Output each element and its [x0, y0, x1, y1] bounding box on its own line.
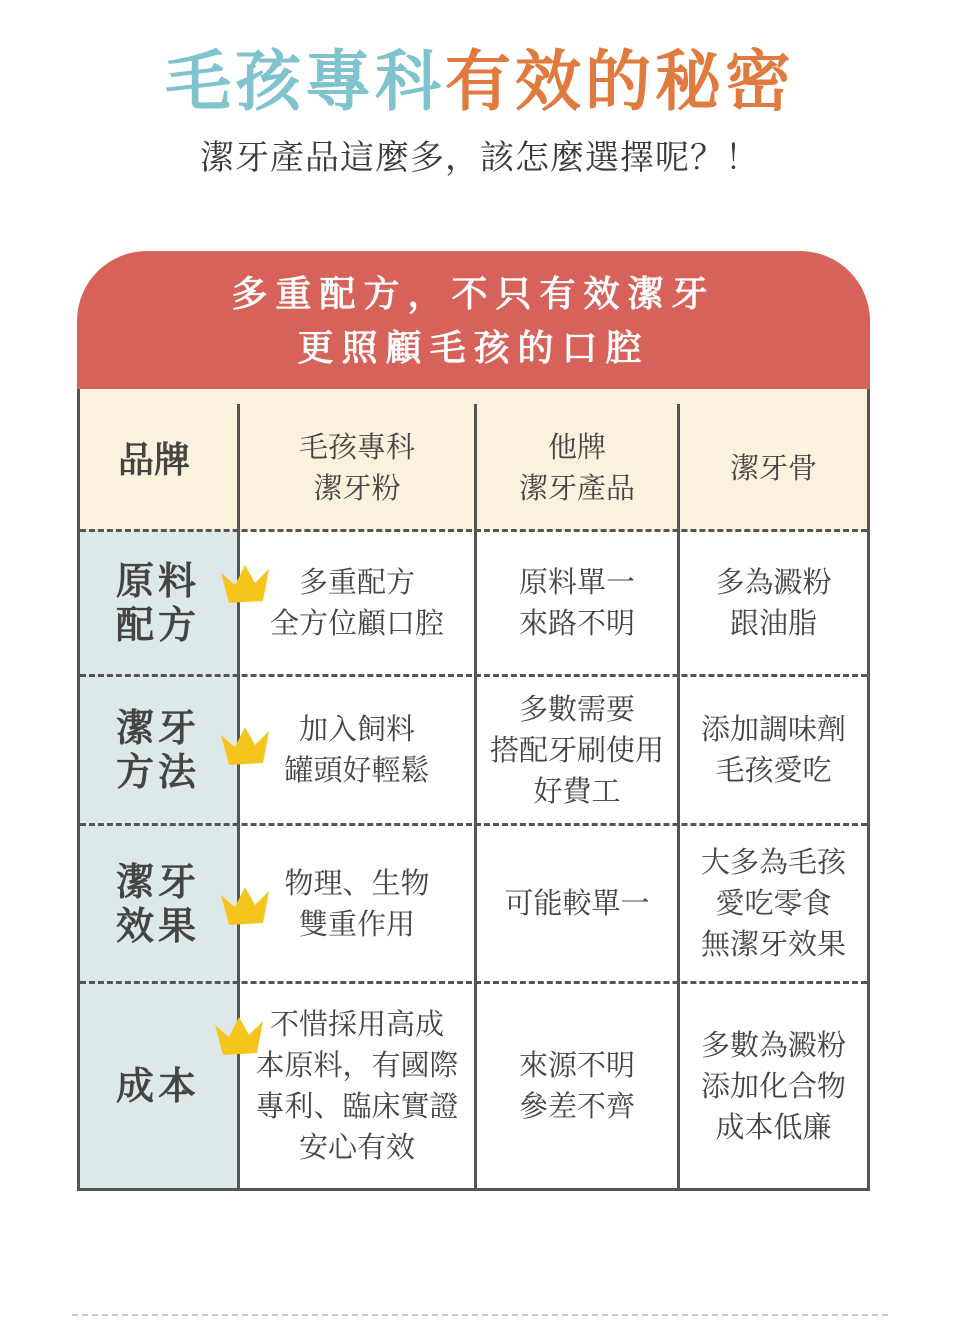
column-header-our-product: 毛孩專科 潔牙粉: [298, 430, 415, 505]
table-cell: 添加調味劑 毛孩愛吃: [700, 712, 846, 787]
comparison-table: [77, 389, 870, 1191]
table-cell: 多為澱粉 跟油脂: [715, 565, 832, 640]
table-cell: 來源不明 參差不齊: [518, 1048, 635, 1123]
page-subtitle: 潔牙產品這麼多，該怎麼選擇呢？！: [200, 138, 760, 178]
table-cell: 物理、生物 雙重作用: [284, 865, 430, 941]
page-title: [0, 40, 960, 124]
footer-divider: [72, 1314, 888, 1316]
row-label-effect: 潔牙 效果: [116, 859, 201, 948]
table-cell: 多數需要 搭配牙刷使用 好費工: [489, 691, 664, 808]
comparison-banner: [77, 251, 870, 389]
crown-icon: [219, 883, 273, 929]
table-cell: 多數為澱粉 添加化合物 成本低廉: [700, 1027, 846, 1144]
table-cell: 不惜採用高成 本原料，有國際 專利、臨床實證 安心有效: [255, 1007, 459, 1164]
table-cell: 大多為毛孩 愛吃零食 無潔牙效果: [700, 845, 846, 961]
column-header-dental-bone: 潔牙骨: [729, 450, 817, 485]
title-part-2: 有效的秘密: [445, 43, 795, 120]
row-label-ingredients: 原料 配方: [116, 559, 201, 647]
crown-icon: [213, 1013, 267, 1059]
title-part-1: 毛孩專科: [165, 43, 445, 120]
banner-line-1: 多重配方，不只有效潔牙: [231, 274, 716, 315]
crown-icon: [219, 723, 273, 769]
table-cell: 加入飼料 罐頭好輕鬆: [284, 712, 430, 787]
table-cell: 多重配方 全方位顧口腔: [269, 565, 444, 640]
column-header-other-brand: 他牌 潔牙產品: [518, 430, 635, 505]
row-label-method: 潔牙 方法: [116, 706, 201, 794]
crown-icon: [219, 561, 273, 607]
row-label-cost: 成本: [116, 1064, 201, 1108]
table-cell: 可能較單一: [504, 886, 650, 920]
table-cell: 原料單一 來路不明: [518, 565, 635, 640]
banner-line-2: 更照顧毛孩的口腔: [297, 328, 650, 369]
header-brand-label: 品牌: [118, 439, 191, 481]
